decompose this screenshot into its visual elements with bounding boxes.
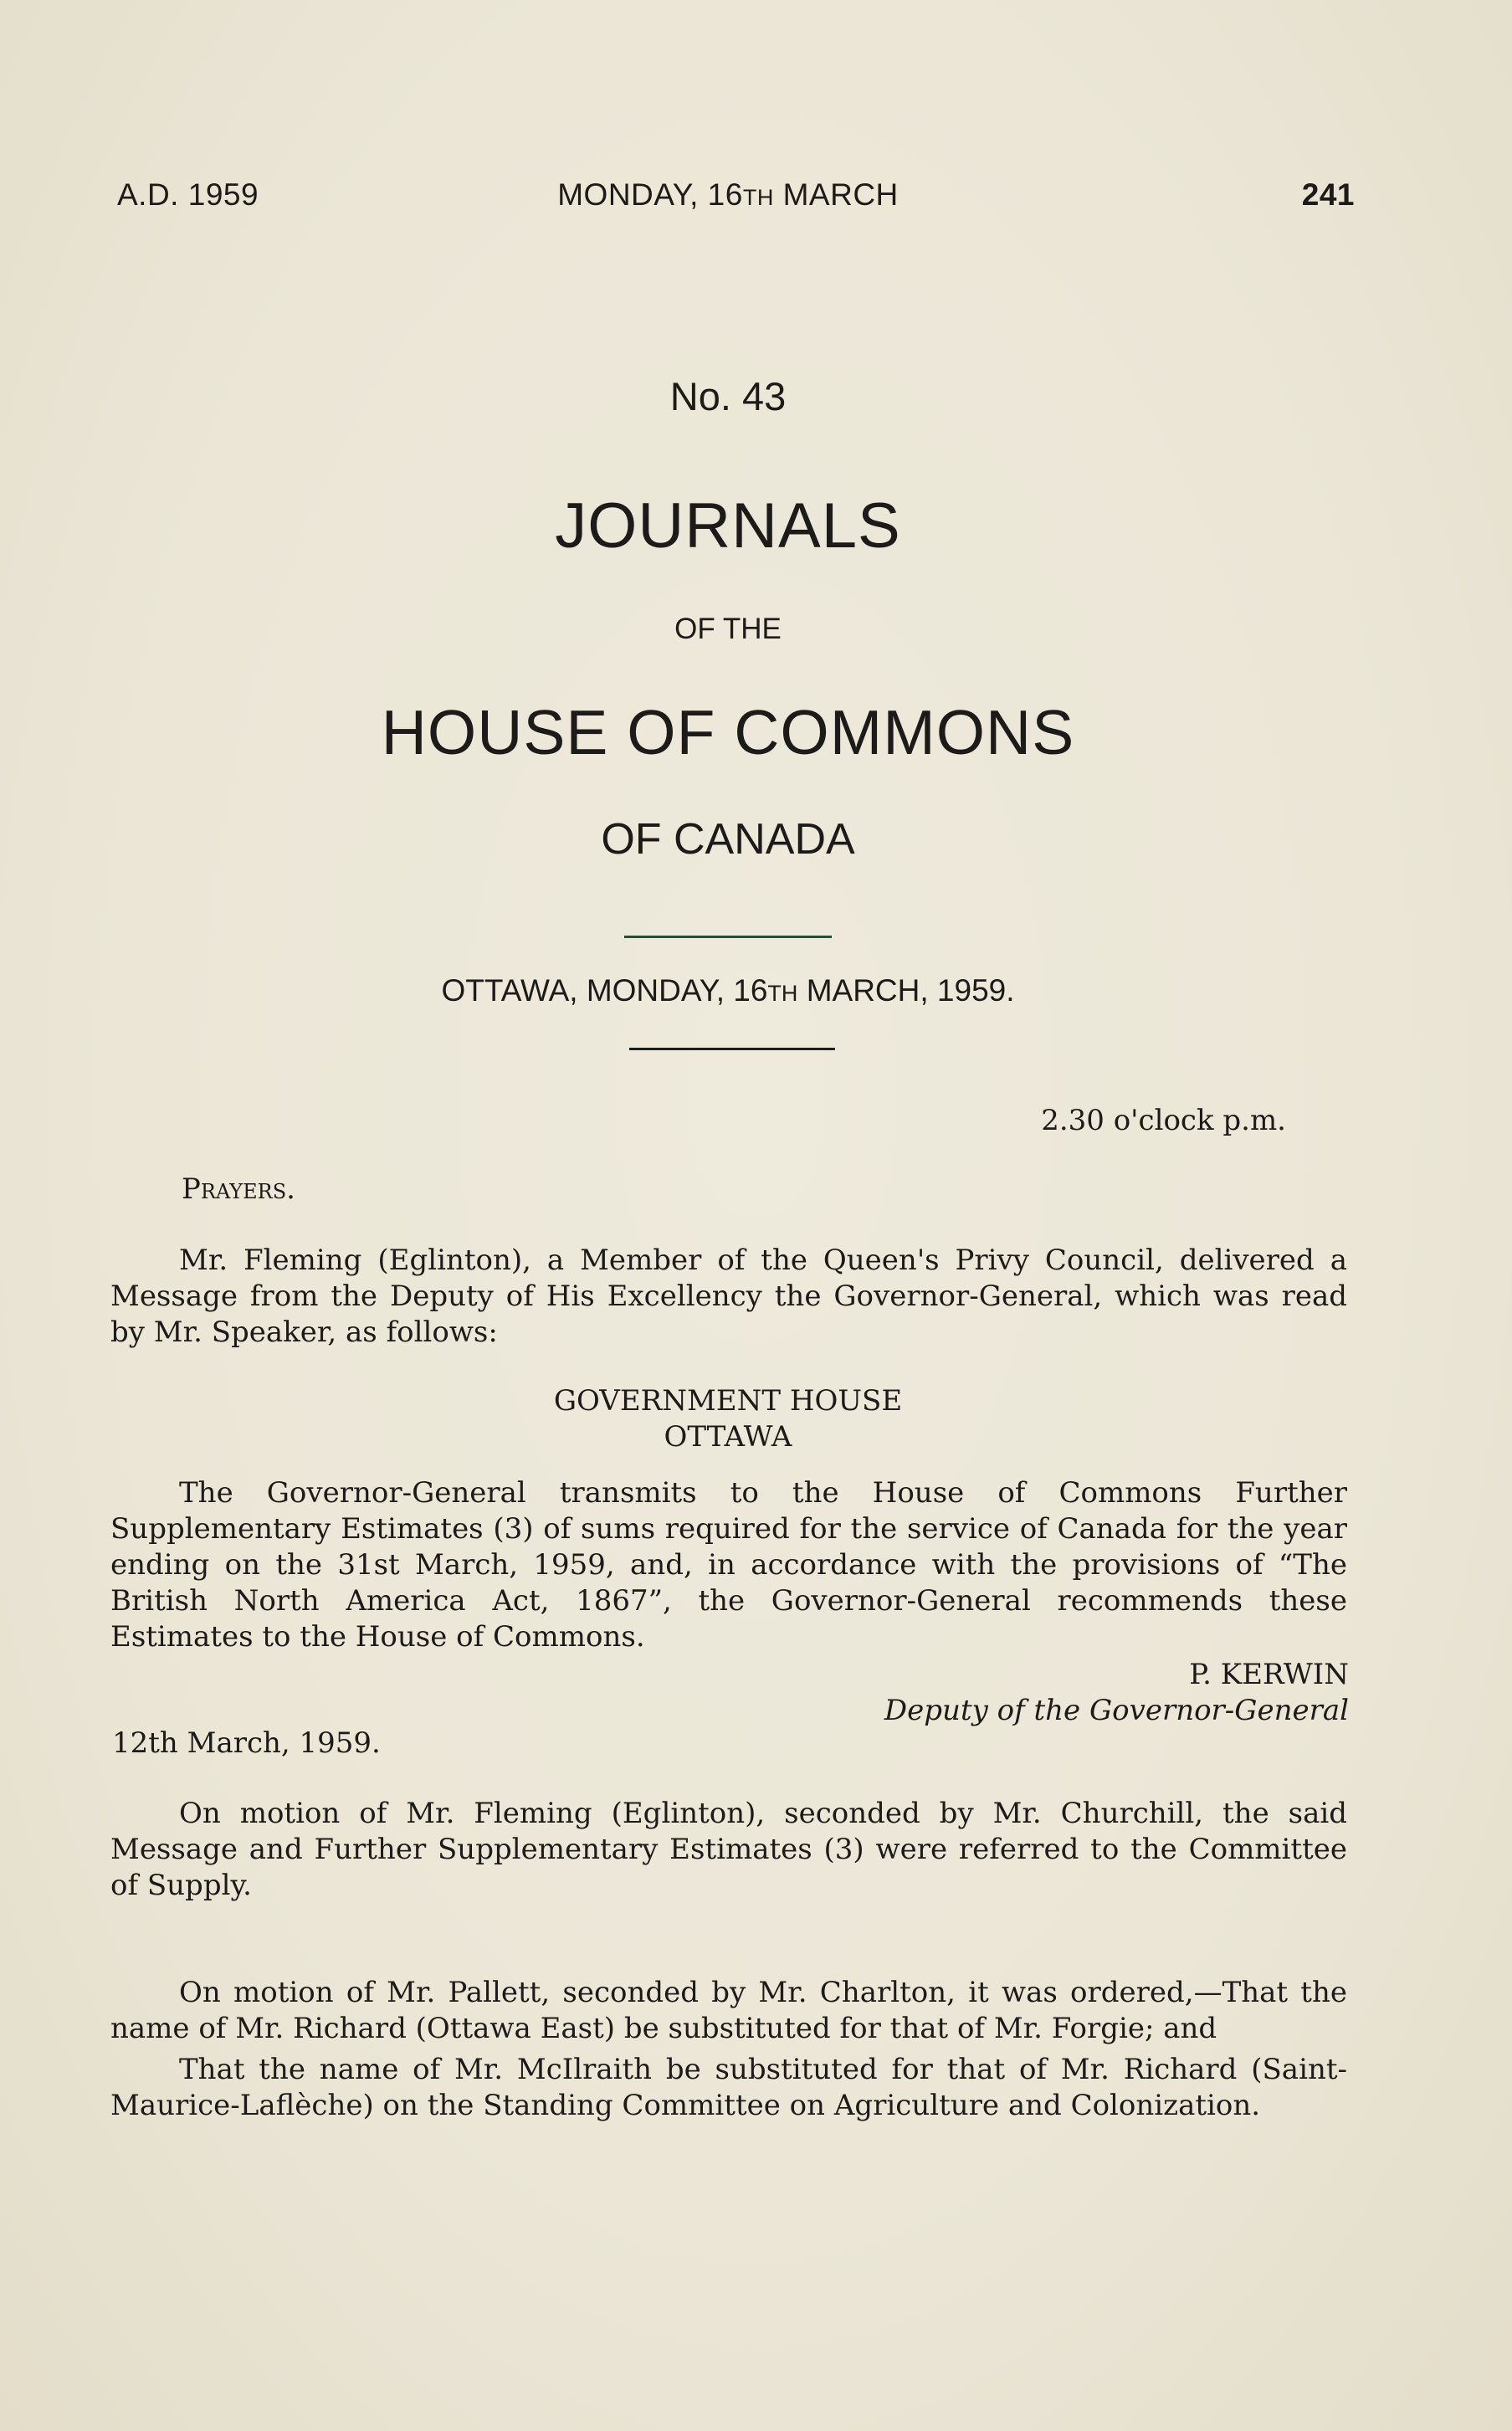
issue-number: No. 43 [669, 374, 787, 418]
dateline-sup: TH [767, 981, 798, 1006]
header-date [0, 177, 1456, 213]
dateline-post: MARCH, 1959. [797, 973, 1015, 1008]
message-body-text: The Governor-General transmits to the House of Commons Further Supplementary Estimates (3) of sums required for the service of Canada for the year ending on the 31st March, 1959, and, in accordance with the provisions of “The British North America Act, 1867”, the Governor-General recommends these Estimates to the House of Commons. [110, 1476, 1347, 1654]
government-house-heading: GOVERNMENT HOUSE [553, 1384, 903, 1418]
divider-rule [629, 1048, 835, 1050]
motion-2-part-1: On motion of Mr. Pallett, seconded by Mr. Charlton, it was ordered,—That the name of Mr. Richard (Ottawa East) be substituted for that of Mr. Forgie; and [110, 1976, 1347, 2045]
signatory-title: Deputy of the Governor-General [884, 1694, 1349, 1727]
of-the-line: OF THE [674, 613, 782, 645]
house-of-commons-title: HOUSE OF COMMONS [381, 697, 1075, 767]
motion-2-part-2: That the name of Mr. McIlraith be substituted for that of Mr. Richard (Saint-Maurice-Laflèche) on the Standing Committee on Agriculture and Colonization. [110, 2053, 1347, 2122]
signatory-name: P. KERWIN [1189, 1658, 1349, 1691]
of-canada-line: OF CANADA [601, 815, 855, 864]
message-intro-paragraph [110, 1243, 1347, 1351]
message-intro-text: Mr. Fleming (Eglinton), a Member of the Queen's Privy Council, delivered a Message from the Deputy of His Excellency the Governor-General, which was read by Mr. Speaker, as follows: [110, 1244, 1347, 1349]
motion-1-text: On motion of Mr. Fleming (Eglinton), seconded by Mr. Churchill, the said Message and Further Supplementary Estimates (3) were referred to the Committee of Supply. [110, 1797, 1347, 1902]
journals-title: JOURNALS [555, 490, 901, 562]
motion-1-paragraph [110, 1796, 1347, 1904]
page-number: 241 [1301, 177, 1355, 212]
dateline [0, 973, 1456, 1008]
dateline-pre: OTTAWA, MONDAY, 16 [441, 973, 768, 1008]
divider-rule [624, 936, 832, 938]
message-date: 12th March, 1959. [112, 1726, 381, 1760]
header-year: A.D. 1959 [117, 177, 259, 212]
sitting-time: 2.30 o'clock p.m. [1041, 1104, 1286, 1137]
header-date-post: MARCH [773, 177, 899, 212]
header-date-sup: TH [742, 185, 774, 210]
prayers-heading: Prayers. [182, 1172, 295, 1206]
motion-2-paragraph [110, 1975, 1347, 2124]
header-date-pre: MONDAY, 16 [557, 177, 743, 212]
ottawa-heading: OTTAWA [664, 1420, 792, 1454]
message-body-paragraph [110, 1475, 1347, 1655]
